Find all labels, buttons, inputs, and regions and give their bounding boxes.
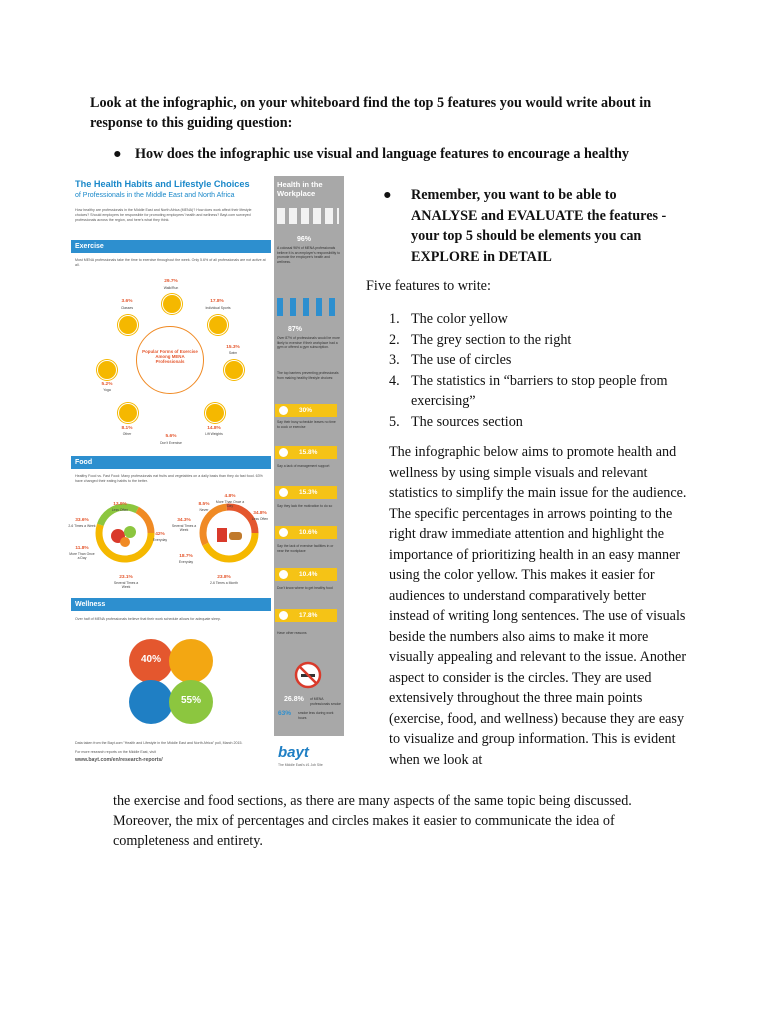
barrier-arrow: 15.8% — [275, 446, 337, 459]
food-pct: 18.7% — [179, 554, 193, 559]
workplace-stat2-text: Over 87% of professionals would be more likely to exercise if their workplace had a gym or offered a gym subscription. — [277, 336, 340, 349]
food-pct: 11.8% — [75, 546, 89, 551]
clock-icon — [279, 406, 288, 415]
exercise-label: Walk/Run — [163, 286, 179, 290]
food-pct: 33.6% — [75, 518, 89, 523]
bullet-remember-text: Remember, you want to be able to ANALYSE and EVALUATE the features - your top 5 should be elements you can EXPLORE in DETAIL — [411, 187, 667, 265]
prompt-text: Look at the infographic, on your whiteboard find the top 5 features you would write about in response to this guiding question: — [90, 95, 652, 131]
exercise-pct: 15.3% — [226, 345, 240, 350]
food-label: 2-6 Times a Month — [209, 581, 239, 585]
classes-icon — [118, 315, 138, 335]
list-item: 5. The sources section — [389, 413, 523, 430]
wellness-heading: Wellness — [71, 598, 271, 611]
building-icon — [279, 528, 288, 537]
no-smoking-icon — [294, 661, 322, 689]
food-label: Never — [199, 508, 209, 512]
exercise-label: Don't Exercise — [160, 441, 182, 445]
exercise-label: Yoga — [103, 388, 111, 392]
bayt-tagline: The Middle East's #1 Job Site — [278, 763, 323, 767]
exercise-pct: 5.2% — [101, 382, 113, 387]
workplace-heading: Health in the Workplace — [277, 180, 323, 198]
barrier-label: Don't know where to get healthy food — [277, 586, 333, 590]
food-heading: Food — [71, 456, 271, 469]
food-label: More Than Once a Day — [215, 500, 245, 508]
exercise-center-text: Popular Forms of Exercise Among MENA Professionals — [142, 349, 198, 364]
smoke-pct-2: 63% — [278, 710, 292, 717]
analysis-paragraph-part2: the exercise and food sections, as there are many aspects of the same topic being discussed. Moreover, the mix of percentages and circles makes it easier to communicate the idea of completeness and entirety. — [113, 793, 632, 849]
infographic-intro: How healthy are professionals in the Middle East and North Africa (MENA)? How does work affect their lifestyle choices? Should employers be responsible for promoting employees' health and wellness? Bayt.com surveyed professionals across the region, and here's what they think. — [75, 208, 252, 222]
food-label: Less Often — [251, 517, 269, 521]
source-text-2: For more research reports on the Middle East, visit — [75, 750, 156, 754]
exercise-label: Other — [122, 432, 132, 436]
barrier-label: Say a lack of management support — [277, 464, 330, 468]
bicycle-icon — [118, 403, 138, 423]
bullet-icon: ● — [383, 187, 392, 203]
infographic-title: The Health Habits and Lifestyle Choices — [75, 179, 250, 189]
exercise-label: Classes — [120, 306, 134, 310]
smoke-pct: 26.8% — [284, 696, 304, 703]
food-pct: 23.1% — [119, 575, 133, 580]
exercise-label: Individual Sports — [205, 306, 231, 310]
wellness-value: 40% — [140, 654, 161, 665]
barrier-label: Say they lack the motivation to do so — [277, 504, 333, 508]
apple-icon — [279, 570, 288, 579]
chart-icon — [279, 448, 288, 457]
exercise-pct: 14.8% — [207, 426, 221, 431]
exercise-pct: 17.8% — [210, 299, 224, 304]
five-features-heading: Five features to write: — [366, 278, 491, 294]
food-pct: 13.9% — [113, 502, 127, 507]
food-pct: 34.3% — [177, 518, 191, 523]
food-label: Several Times a Week — [171, 524, 197, 532]
food-label: Everyday — [152, 538, 168, 542]
food-pct: 42% — [155, 532, 165, 537]
exercise-pct: 5.6% — [165, 434, 177, 439]
food-label: 2-6 Times a Week — [68, 524, 96, 528]
person-icon — [279, 611, 288, 620]
bars-icon — [279, 488, 288, 497]
barrier-arrow: 30% — [275, 404, 337, 417]
food-label: Several Times a Week — [113, 581, 139, 589]
yoga-icon — [97, 360, 117, 380]
source-url: www.bayt.com/en/research-reports/ — [75, 757, 163, 763]
food-pct: 34.8% — [253, 511, 267, 516]
food-text: Healthy Food vs. Fast Food: Many professionals eat fruits and vegetables on a daily basis than they do fast food. 63% have changed their eating habits to the better. — [75, 474, 263, 483]
bullet-icon: ● — [113, 146, 122, 162]
barrier-label: Say their busy schedule leaves no time to cook or exercise — [277, 420, 336, 429]
list-item: 4. The statistics in “barriers to stop people from exercising” — [389, 372, 668, 409]
workplace-stat2-pct: 87% — [288, 326, 303, 333]
list-item: 1. The color yellow — [389, 311, 508, 327]
infographic-subtitle: of Professionals in the Middle East and North Africa — [75, 192, 235, 199]
wellness-circle — [129, 680, 173, 724]
barrier-arrow: 17.8% — [275, 609, 337, 622]
smoke-text-2: smoke less during work hours — [298, 711, 334, 720]
wellness-circle — [169, 639, 213, 683]
feature-list — [389, 309, 689, 432]
workplace-stat1-pct: 96% — [297, 236, 312, 243]
weights-icon — [205, 403, 225, 423]
run-icon — [162, 294, 182, 314]
infographic-image — [66, 166, 346, 778]
analysis-paragraph-part1: The infographic below aims to promote health and wellness by using simple visuals and relevant statistics to simplify the main issue for the audience. The specific percentages in arrows pointing to the right draw immediate attention and highlight the importance of prioritizing health in an easy manner using the color yellow. This makes it easier for audiences to understand comparatively better instead of writing long sentences. The use of visuals beside the numbers also aims to make it more visually appealing and relevant to the issue. Another aspect to consider is the circles. They are used extensively throughout the three main points (exercise, food, and wellness) because they are easy to visualize and group information. This is evident when we look at — [389, 444, 687, 768]
barrier-arrow: 10.6% — [275, 526, 337, 539]
list-item: 2. The grey section to the right — [389, 331, 572, 348]
source-text: Data taken from the Bayt.com "Health and Lifestyle in the Middle East and North Africa" poll, March 2015. — [75, 741, 243, 745]
barrier-label: Say the lack of exercise facilities in or near the workplace — [277, 544, 334, 553]
bullet-question-text: How does the infographic use visual and language features to encourage a healthy — [135, 146, 629, 162]
food-pct: 23.8% — [217, 575, 231, 580]
wellness-text: Over half of MENA professionals believe that their work schedule allows for adequate sleep. — [75, 617, 222, 621]
barriers-text: The top barriers preventing professionals from making healthy lifestyle choices: — [277, 371, 339, 380]
football-icon — [208, 315, 228, 335]
workplace-stat1-text: A colossal 96% of MENA professionals believe it is an employer's responsibility to promote the employee's health and wellness. — [277, 246, 341, 264]
wellness-value: 55% — [180, 695, 201, 706]
barrier-arrow: 15.3% — [275, 486, 337, 499]
exercise-pct: 29.7% — [164, 279, 178, 284]
barrier-label: Have other reasons — [277, 631, 307, 635]
exercise-label: Swim — [228, 351, 238, 355]
food-label: Less Often — [111, 508, 129, 512]
exercise-pct: 3.6% — [121, 299, 133, 304]
food-pct: 4.8% — [224, 494, 236, 499]
dumbbell-icons — [277, 298, 339, 316]
smoke-text: of MENA professionals smoke — [310, 697, 341, 706]
food-label: More Than Once a Day — [69, 552, 95, 560]
exercise-label: Lift Weights — [205, 432, 223, 436]
people-icons — [277, 208, 339, 224]
swim-icon — [224, 360, 244, 380]
food-pct: 8.5% — [198, 502, 210, 507]
barrier-arrow: 10.4% — [275, 568, 337, 581]
exercise-text: Most MENA professionals take the time to exercise throughout the week. Only 5.6% of all professionals are not active at all. — [75, 258, 266, 267]
food-label: Everyday — [178, 560, 194, 564]
bayt-logo: bayt — [278, 744, 309, 761]
exercise-pct: 8.1% — [121, 426, 133, 431]
exercise-heading: Exercise — [71, 240, 271, 253]
list-item: 3. The use of circles — [389, 352, 512, 368]
